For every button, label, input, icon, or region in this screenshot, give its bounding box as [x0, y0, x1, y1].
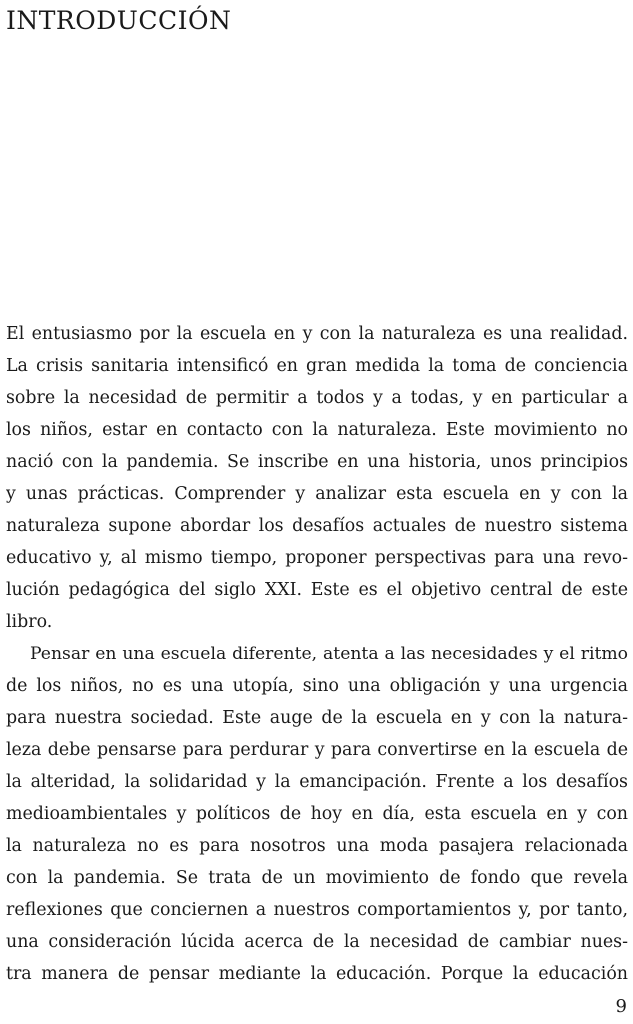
text-line: leza debe pensarse para perdurar y para convertirse en la escuela de: [6, 740, 628, 760]
text-line: naturaleza supone abordar los desafíos actuales de nuestro sistema: [6, 516, 628, 536]
text-line: La crisis sanitaria intensificó en gran medida la toma de conciencia: [6, 356, 628, 376]
text-line: libro.: [6, 612, 53, 632]
text-line: educativo y, al mismo tiempo, proponer perspectivas para una revo-: [6, 548, 628, 568]
body-text: [6, 318, 628, 990]
text-line: con la pandemia. Se trata de un movimiento de fondo que revela: [6, 868, 628, 888]
text-line: nació con la pandemia. Se inscribe en una historia, unos principios: [6, 452, 628, 472]
text-line: de los niños, no es una utopía, sino una obligación y una urgencia: [6, 676, 628, 696]
text-line: sobre la necesidad de permitir a todos y a todas, y en particular a: [6, 388, 628, 408]
text-line: la alteridad, la solidaridad y la emancipación. Frente a los desafíos: [6, 772, 628, 792]
text-line: tra manera de pensar mediante la educación. Porque la educación: [6, 964, 628, 984]
text-line: los niños, estar en contacto con la naturaleza. Este movimiento no: [6, 420, 628, 440]
chapter-title: INTRODUCCIÓN: [6, 6, 232, 35]
text-line: medioambientales y políticos de hoy en día, esta escuela en y con: [6, 804, 628, 824]
text-line: El entusiasmo por la escuela en y con la naturaleza es una realidad.: [6, 324, 628, 344]
text-line: y unas prácticas. Comprender y analizar esta escuela en y con la: [6, 484, 628, 504]
text-line: reflexiones que conciernen a nuestros comportamientos y, por tanto,: [6, 900, 628, 920]
text-line: la naturaleza no es para nosotros una moda pasajera relacionada: [6, 836, 628, 856]
text-line: lución pedagógica del siglo XXI. Este es el objetivo central de este: [6, 580, 628, 600]
text-line: una consideración lúcida acerca de la necesidad de cambiar nues-: [6, 932, 628, 952]
text-line: para nuestra sociedad. Este auge de la escuela en y con la natura-: [6, 708, 628, 728]
page-number: 9: [615, 996, 627, 1017]
text-line: Pensar en una escuela diferente, atenta a las necesidades y el ritmo: [30, 644, 628, 664]
